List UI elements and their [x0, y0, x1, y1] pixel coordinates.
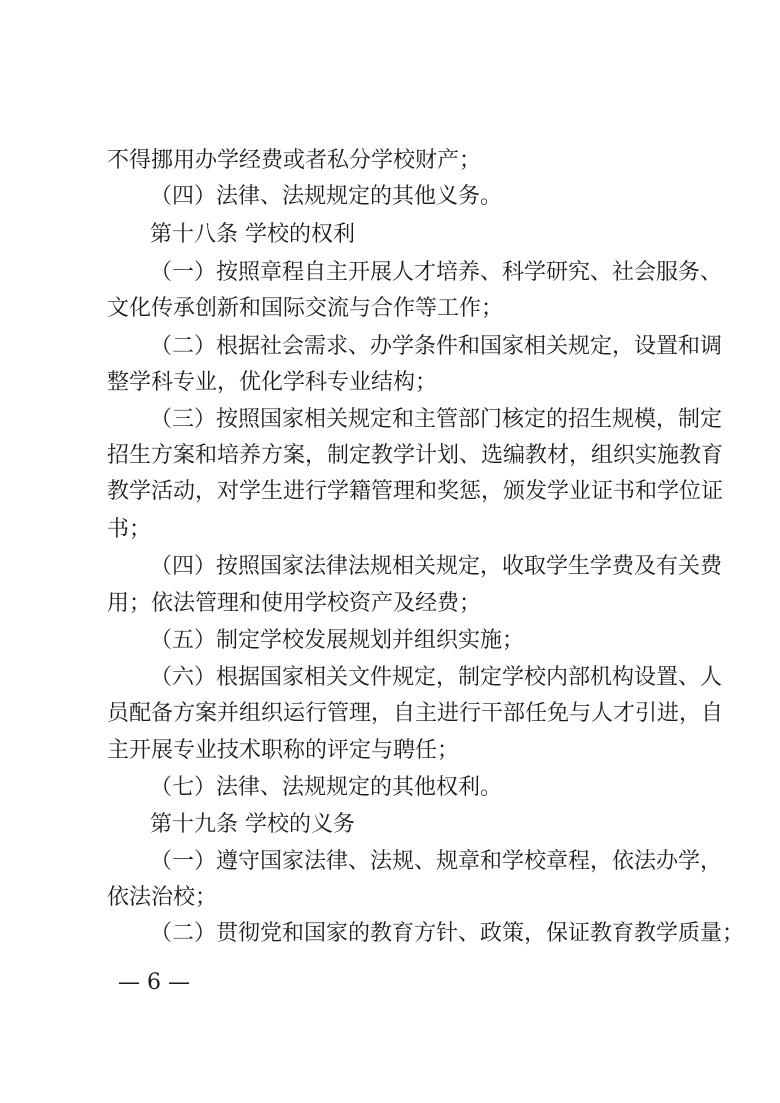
text-line: 文化传承创新和国际交流与合作等工作；	[107, 296, 504, 321]
text-line: 依法治校；	[107, 885, 218, 910]
text-line: （七）法律、法规规定的其他权利。	[150, 775, 503, 800]
text-line: 员配备方案并组织运行管理，自主进行干部任免与人才引进，自	[107, 701, 724, 726]
text-line: 不得挪用办学经费或者私分学校财产；	[107, 148, 482, 173]
text-line: 整学科专业，优化学科专业结构；	[107, 370, 438, 395]
page-number: — 6 —	[118, 970, 190, 995]
text-line: （一）按照章程自主开展人才培养、科学研究、社会服务、	[150, 260, 723, 285]
text-line: （四）法律、法规规定的其他义务。	[150, 184, 503, 209]
article-heading: 第十九条 学校的义务	[150, 812, 355, 837]
text-line: 招生方案和培养方案，制定教学计划、选编教材，组织实施教育	[107, 443, 724, 468]
text-line: 书；	[107, 517, 152, 542]
text-line: 教学活动，对学生进行学籍管理和奖惩，颁发学业证书和学位证	[107, 479, 724, 504]
text-line: （五）制定学校发展规划并组织实施；	[150, 628, 525, 653]
text-line: （一）遵守国家法律、法规、规章和学校章程，依法办学，	[150, 849, 723, 874]
text-line: 用；依法管理和使用学校资产及经费；	[107, 591, 482, 616]
text-line: （六）根据国家相关文件规定，制定学校内部机构设置、人	[150, 665, 723, 690]
text-line: （二）根据社会需求、办学条件和国家相关规定，设置和调	[150, 334, 723, 359]
text-line: 主开展专业技术职称的评定与聘任；	[107, 738, 460, 763]
text-line: （二）贯彻党和国家的教育方针、政策，保证教育教学质量；	[150, 921, 745, 946]
text-line: （三）按照国家相关规定和主管部门核定的招生规模，制定	[150, 407, 723, 432]
article-heading: 第十八条 学校的权利	[150, 222, 355, 247]
text-line: （四）按照国家法律法规相关规定，收取学生学费及有关费	[150, 554, 723, 579]
